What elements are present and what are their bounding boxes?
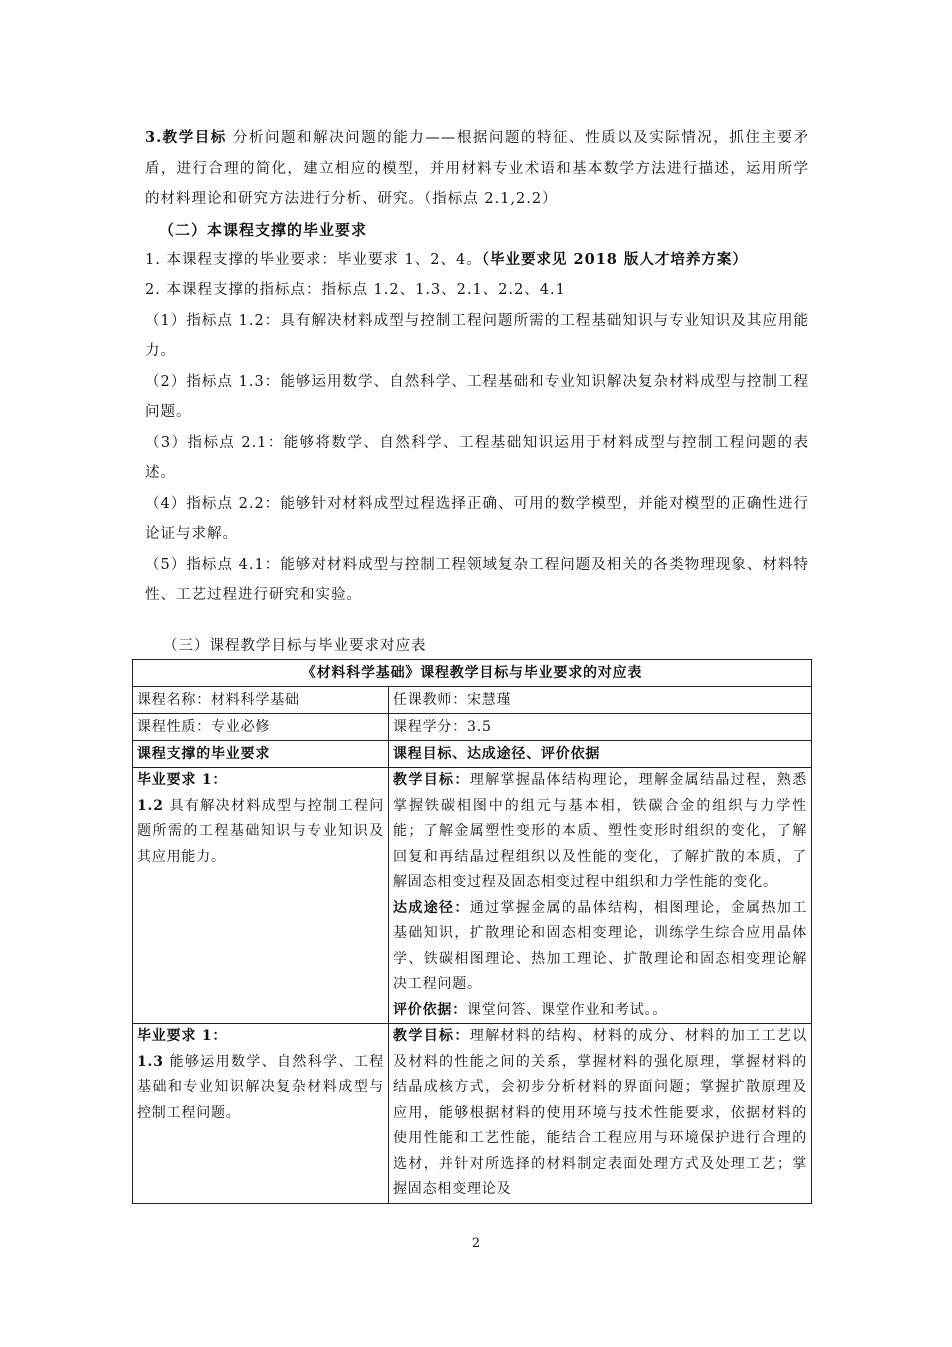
requirement-description: 具有解决材料成型与控制工程问题所需的工程基础知识与专业知识及其应用能力。 bbox=[137, 797, 384, 865]
requirement-cell bbox=[133, 1024, 389, 1204]
teaching-goal bbox=[393, 1024, 807, 1203]
evaluation-basis bbox=[393, 998, 807, 1024]
teaching-goal-label: 教学目标： bbox=[393, 1028, 470, 1044]
teaching-goal-text: 理解掌握晶体结构理论，理解金属结晶过程，熟悉掌握铁碳相图中的组元与基本相，铁碳合金的组织与力学性能；了解金属塑性变形的本质、塑性变形时组织的变化，了解回复和再结晶过程组织以及性能的变化，了解扩散的本质，了解固态相变过程及固态相变过程中组织和力学性能的变化。 bbox=[393, 772, 808, 890]
table-caption-row bbox=[133, 660, 812, 687]
page-number: 2 bbox=[471, 1236, 481, 1251]
course-teacher: 任课教师：宋慧瑾 bbox=[389, 687, 812, 714]
requirement-title: 毕业要求 1： bbox=[137, 1028, 228, 1044]
achievement-path bbox=[393, 896, 807, 998]
teaching-goal bbox=[393, 768, 807, 896]
goal-3-paragraph bbox=[145, 123, 809, 215]
section-2-item-1-text: 1. 本课程支撑的毕业要求：毕业要求 1、2、4。 bbox=[145, 251, 482, 268]
course-credits: 课程学分：3.5 bbox=[389, 714, 812, 741]
evaluation-basis-label: 评价依据： bbox=[393, 1001, 467, 1018]
course-name: 课程名称：材料科学基础 bbox=[133, 687, 389, 714]
table-row bbox=[133, 687, 812, 714]
section-3-heading: （三）课程教学目标与毕业要求对应表 bbox=[163, 638, 427, 654]
requirement-title: 毕业要求 1： bbox=[137, 772, 228, 788]
section-2-item-2: 2. 本课程支撑的指标点：指标点 1.2、1.3、2.1、2.2、4.1 bbox=[145, 282, 566, 298]
objective-cell bbox=[389, 1024, 812, 1204]
indicator-point-1-2: （1）指标点 1.2：具有解决材料成型与控制工程问题所需的工程基础知识与专业知识及其应用能力。 bbox=[145, 312, 809, 359]
goal-3-label: 3.教学目标 bbox=[145, 129, 227, 146]
requirement-text bbox=[137, 794, 384, 871]
table-row bbox=[133, 1024, 812, 1204]
course-nature: 课程性质：专业必修 bbox=[133, 714, 389, 741]
teaching-goal-text: 理解材料的结构、材料的成分、材料的加工工艺以及材料的性能之间的关系，掌握材料的强化原理，掌握材料的结晶成核方式，会初步分析材料的界面问题；掌握扩散原理及应用，能够根据材料的使用环境与技术性能要求，依据材料的使用性能和工艺性能，能结合工程应用与环境保护进行合理的选材，并针对所选择的材料制定表面处理方式及处理工艺；掌握固态相变理论及 bbox=[393, 1028, 808, 1197]
evaluation-basis-text: 课堂问答、课堂作业和考试。。 bbox=[467, 1001, 668, 1018]
table-caption: 《材料科学基础》课程教学目标与毕业要求的对应表 bbox=[133, 660, 812, 687]
table-row bbox=[133, 714, 812, 741]
achievement-path-label: 达成途径： bbox=[393, 899, 470, 916]
requirement-description: 能够运用数学、自然科学、工程基础和专业知识解决复杂材料成型与控制工程问题。 bbox=[137, 1053, 384, 1121]
requirement-cell bbox=[133, 768, 389, 1024]
indicator-point-2-1: （3）指标点 2.1：能够将数学、自然科学、工程基础知识运用于材料成型与控制工程问题的表述。 bbox=[145, 434, 809, 481]
table-header-left: 课程支撑的毕业要求 bbox=[133, 741, 389, 768]
teaching-goal-label: 教学目标： bbox=[393, 772, 470, 788]
goal-3-text: 分析问题和解决问题的能力——根据问题的特征、性质以及实际情况，抓住主要矛盾，进行合理的简化，建立相应的模型，并用材料专业术语和基本数学方法进行描述，运用所学的材料理论和研究方法进行分析、研究。（指标点 2.1,2.2） bbox=[145, 130, 809, 207]
indicator-point-1-3: （2）指标点 1.3：能够运用数学、自然科学、工程基础和专业知识解决复杂材料成型与控制工程问题。 bbox=[145, 373, 809, 420]
table-header-right: 课程目标、达成途径、评价依据 bbox=[389, 741, 812, 768]
page-content bbox=[145, 123, 809, 611]
objective-cell bbox=[389, 768, 812, 1024]
objectives-requirements-table bbox=[132, 659, 812, 1204]
section-2-item-1 bbox=[145, 245, 809, 276]
indicator-point-2-2: （4）指标点 2.2：能够针对材料成型过程选择正确、可用的数学模型，并能对模型的正确性进行论证与求解。 bbox=[145, 495, 809, 542]
requirement-number: 1.3 bbox=[137, 1053, 164, 1070]
requirement-text bbox=[137, 1050, 384, 1127]
achievement-path-text: 通过掌握金属的晶体结构，相图理论，金属热加工基础知识，扩散理论和固态相变理论，训练学生综合应用晶体学、铁碳相图理论、热加工理论、扩散理论和固态相变理论解决工程问题。 bbox=[393, 899, 808, 992]
section-2-heading: （二）本课程支撑的毕业要求 bbox=[159, 220, 368, 239]
section-2-item-1-note: （毕业要求见 2018 版人才培养方案） bbox=[481, 250, 748, 268]
table-row bbox=[133, 768, 812, 1024]
table-header-row bbox=[133, 741, 812, 768]
indicator-point-4-1: （5）指标点 4.1：能够对材料成型与控制工程领域复杂工程问题及相关的各类物理现象、材料特性、工艺过程进行研究和实验。 bbox=[145, 556, 809, 603]
requirement-number: 1.2 bbox=[137, 797, 164, 814]
